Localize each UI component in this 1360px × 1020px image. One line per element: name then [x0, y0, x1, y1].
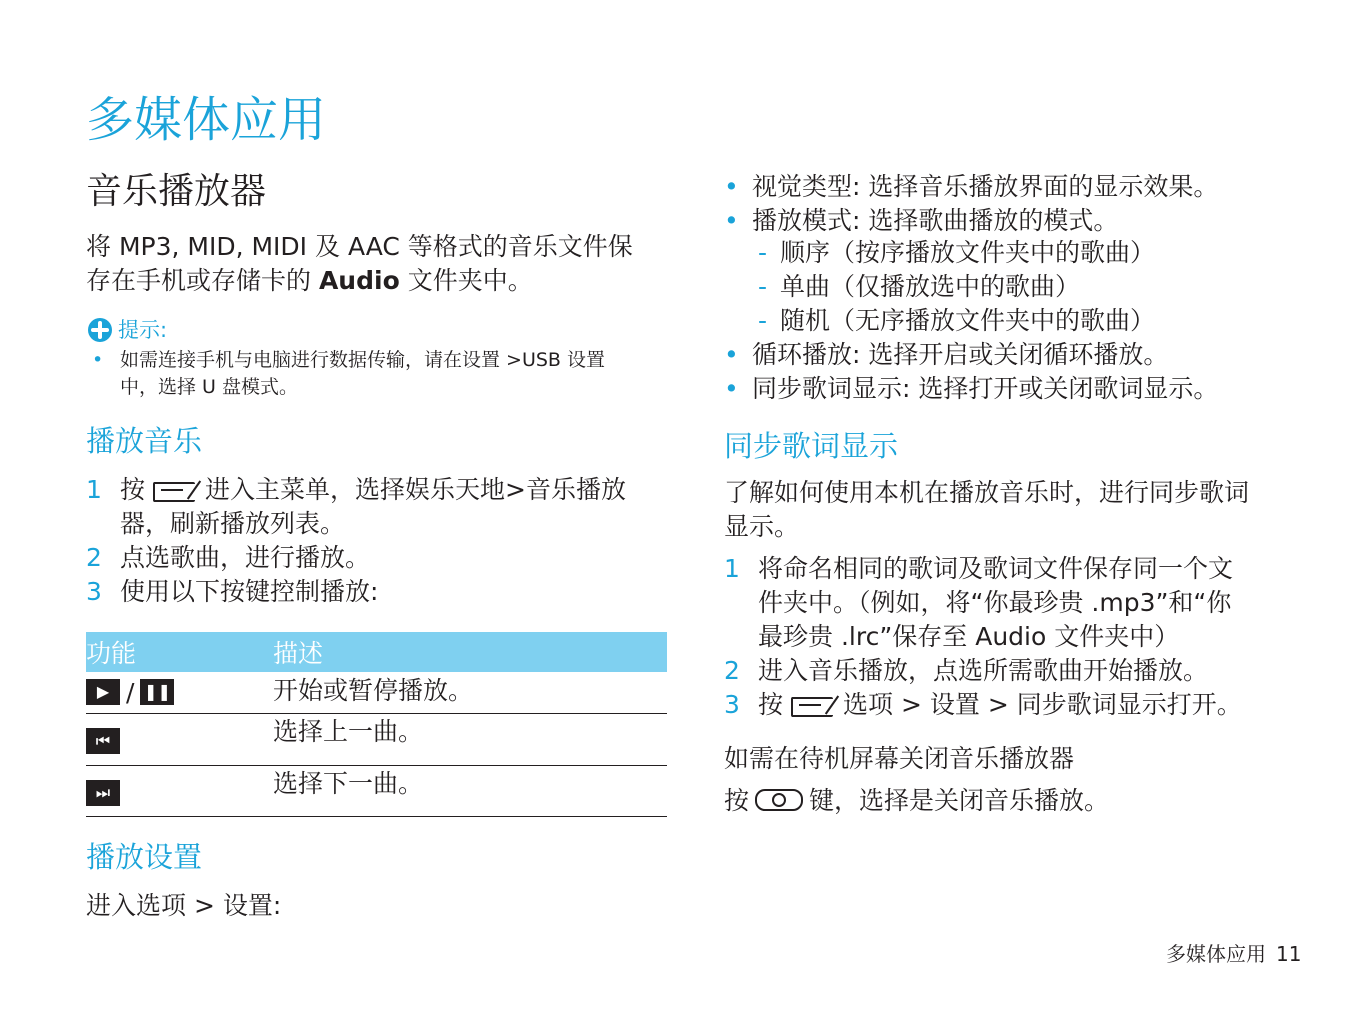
close-text: 关闭音乐播放。 — [934, 786, 1110, 815]
bullet-icon: • — [724, 206, 739, 235]
bullet-icon: • — [724, 340, 739, 369]
path-separator: > — [505, 475, 526, 504]
step-text: 进入主菜单，选择 — [205, 475, 406, 504]
table-header — [86, 632, 667, 672]
footer-section-label: 多媒体应用 — [1166, 942, 1266, 966]
note-line-1: 如需连接手机与电脑进行数据传输，请在设置 >USB 设置 — [120, 349, 606, 371]
step-number: 3 — [724, 690, 740, 719]
page-footer — [1166, 940, 1301, 968]
close-heading: 如需在待机屏幕关闭音乐播放器 — [724, 744, 1075, 773]
note-line-2: 中，选择 U 盘模式。 — [120, 376, 298, 398]
play-settings-path — [86, 889, 281, 923]
dash-icon: - — [758, 272, 768, 301]
bullet-icon: • — [724, 374, 739, 403]
next-track-icon: ⏭ — [86, 780, 120, 806]
sub-term: 顺序 — [780, 238, 831, 267]
menu-path-lyrics: 同步歌词显示 — [1016, 690, 1167, 719]
step-text: ，点选所需歌曲开始播放。 — [908, 656, 1209, 685]
option-yes: 是 — [909, 786, 935, 815]
step-text: 将命名相同的歌词及歌词文件保存同一个文 — [758, 554, 1234, 583]
play-music-heading: 播放音乐 — [86, 424, 203, 458]
step-2 — [86, 541, 370, 575]
lyrics-step-1 — [724, 552, 1233, 586]
function-cell — [86, 713, 273, 765]
list-item — [724, 338, 1168, 372]
note-body — [92, 347, 605, 401]
dash-icon: - — [758, 238, 768, 267]
sub-list-item — [758, 304, 1155, 338]
audio-folder-name: Audio — [318, 266, 400, 295]
previous-track-icon: ⏮ — [86, 728, 120, 754]
path-text: 进入 — [86, 891, 137, 920]
header-description: 描述 — [273, 632, 667, 672]
step-1 — [86, 473, 626, 507]
table-row — [86, 672, 667, 713]
step-1-continued: 器，刷新播放列表。 — [120, 509, 346, 538]
menu-path-options: 选项 — [843, 690, 894, 719]
menu-path-music-player: 音乐播放 — [808, 656, 909, 685]
step-text: 进入 — [758, 656, 809, 685]
end-key-icon — [755, 789, 803, 811]
close-instruction — [724, 784, 1109, 818]
page-number: 11 — [1276, 942, 1302, 966]
bullet-icon: • — [92, 349, 104, 371]
menu-path-settings: 设置 — [929, 690, 980, 719]
menu-path-entertainment: 娱乐天地 — [405, 475, 506, 504]
step-number: 1 — [724, 554, 740, 583]
note-heading — [88, 315, 167, 345]
dash-icon: - — [758, 306, 768, 335]
step-number: 2 — [86, 543, 102, 572]
menu-key-icon — [789, 695, 837, 715]
list-term: 视觉类型 — [752, 172, 853, 201]
function-cell — [86, 672, 273, 713]
sub-list-item — [758, 270, 1080, 304]
step-text: 点选歌曲，进行播放。 — [120, 543, 371, 572]
list-term: 循环播放 — [752, 340, 853, 369]
step-number: 2 — [724, 656, 740, 685]
intro-text: 存在手机或存储卡的 — [86, 266, 319, 295]
lyrics-intro-1: 了解如何使用本机在播放音乐时，进行同步歌词 — [724, 478, 1250, 507]
list-item — [724, 372, 1218, 406]
menu-path-options: 选项 — [136, 891, 187, 920]
step-text: 按 — [120, 475, 146, 504]
description-cell: 选择上一曲。 — [273, 713, 667, 765]
table-row — [86, 713, 667, 765]
lyrics-step-1-line-2: 件夹中。（例如，将“你最珍贵 .mp3”和“你 — [758, 588, 1232, 617]
menu-path-music-player: 音乐播放 — [526, 475, 627, 504]
sub-text: （仅播放选中的歌曲） — [830, 272, 1081, 301]
list-text: : 选择开启或关闭循环播放。 — [852, 340, 1169, 369]
step-number: 1 — [86, 475, 102, 504]
close-text: 按 — [724, 786, 750, 815]
path-separator: > — [186, 891, 223, 920]
menu-key-icon — [151, 480, 199, 500]
section-title: 音乐播放器 — [86, 171, 267, 212]
step-text: 按 — [758, 690, 784, 719]
intro-line-2 — [86, 264, 533, 298]
path-colon: : — [272, 891, 282, 920]
lyrics-step-3 — [724, 688, 1242, 722]
step-3 — [86, 575, 378, 609]
control-table — [86, 632, 667, 817]
lyrics-intro-2: 显示。 — [724, 512, 800, 541]
header-function: 功能 — [86, 632, 273, 672]
close-text: 键，选择 — [809, 786, 910, 815]
sub-text: （无序播放文件夹中的歌曲） — [830, 306, 1156, 335]
path-separator: > — [893, 690, 930, 719]
lyrics-step-1-line-3: 最珍贵 .lrc”保存至 Audio 文件夹中） — [758, 622, 1180, 651]
list-item — [724, 204, 1118, 238]
list-term: 播放模式 — [752, 206, 853, 235]
table-row — [86, 765, 667, 816]
sub-list-item — [758, 236, 1155, 270]
step-number: 3 — [86, 577, 102, 606]
intro-text-end: 文件夹中。 — [399, 266, 533, 295]
list-text: : 选择音乐播放界面的显示效果。 — [852, 172, 1219, 201]
page-title: 多媒体应用 — [86, 92, 327, 148]
sub-term: 随机 — [780, 306, 831, 335]
description-cell: 选择下一曲。 — [273, 765, 667, 816]
description-cell: 开始或暂停播放。 — [273, 672, 667, 713]
note-label: 提示: — [118, 318, 168, 342]
intro-line-1: 将 MP3, MID, MIDI 及 AAC 等格式的音乐文件保 — [86, 232, 633, 261]
step-text: 使用以下按键控制播放: — [120, 577, 379, 606]
sub-term: 单曲 — [780, 272, 831, 301]
play-icon: ▶ — [86, 679, 120, 705]
list-text: : 选择歌曲播放的模式。 — [852, 206, 1119, 235]
pause-icon: ❚❚ — [140, 679, 174, 705]
lyrics-step-2 — [724, 654, 1208, 688]
tip-icon — [88, 318, 112, 342]
menu-path-settings: 设置 — [222, 891, 273, 920]
list-term: 同步歌词显示 — [752, 374, 903, 403]
play-settings-heading: 播放设置 — [86, 840, 203, 874]
bullet-icon: • — [724, 172, 739, 201]
path-separator: > — [979, 690, 1017, 719]
sub-text: （按序播放文件夹中的歌曲） — [830, 238, 1156, 267]
list-text: : 选择打开或关闭歌词显示。 — [902, 374, 1219, 403]
icon-separator: / — [126, 677, 135, 707]
function-cell — [86, 765, 273, 816]
list-item — [724, 170, 1218, 204]
step-text: 打开。 — [1166, 690, 1242, 719]
lyrics-heading: 同步歌词显示 — [724, 429, 899, 463]
